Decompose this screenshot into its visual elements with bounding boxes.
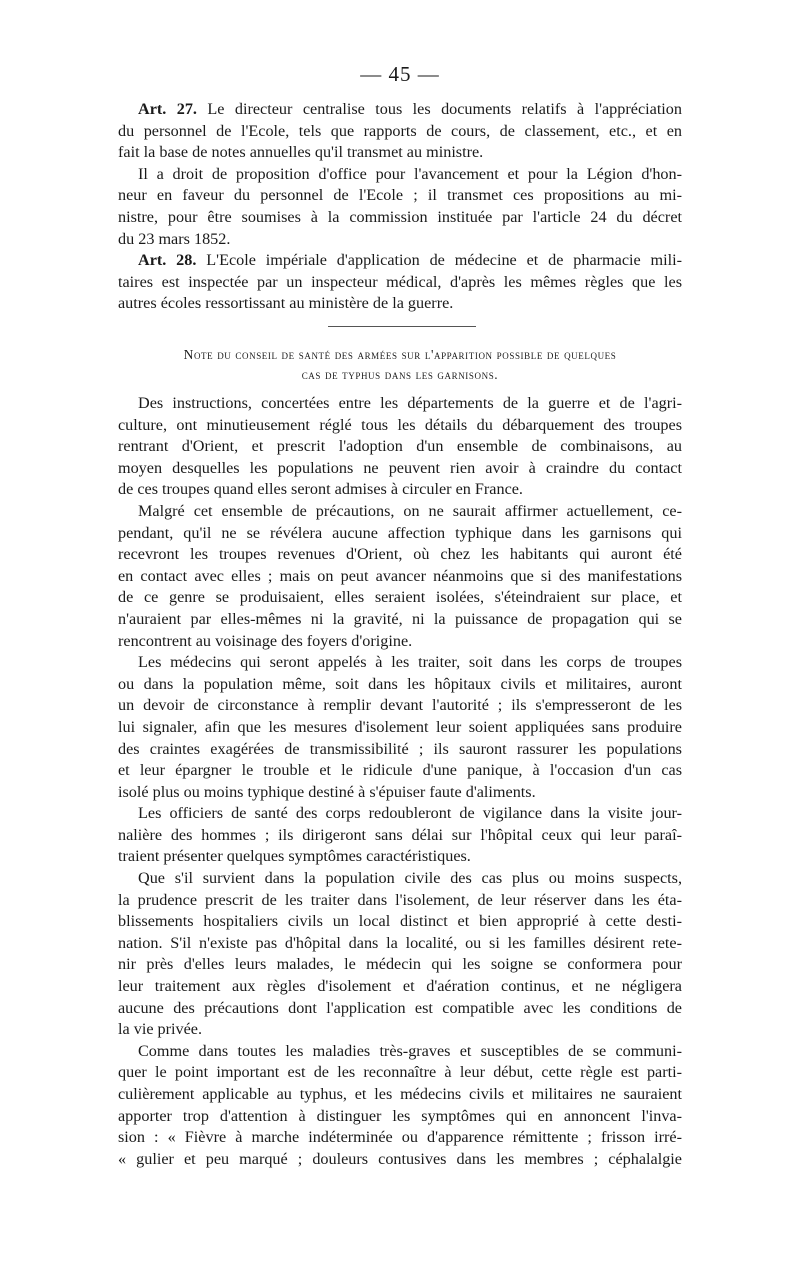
article-label: Art. 28. — [138, 251, 197, 270]
paragraph-line — [118, 652, 682, 674]
line-text: Des instructions, concertées entre les départements de la guerre et de l'agri- — [138, 394, 682, 412]
paragraph-line — [118, 458, 682, 480]
articles-section — [118, 99, 682, 315]
note-title-line: Note du conseil de santé des armées sur l'apparition possible de quelques — [183, 347, 617, 362]
line-text: et leur épargner le trouble et le ridicule d'une panique, à l'occasion d'un cas — [118, 761, 682, 780]
line-text: Malgré cet ensemble de précautions, on ne saurait affirmer actuellement, ce- — [138, 501, 682, 520]
paragraph-line — [118, 933, 682, 955]
article-line — [118, 164, 682, 186]
line-text: la vie privée. — [118, 1020, 203, 1039]
line-text: rencontrent au voisinage des foyers d'origine. — [118, 631, 413, 650]
paragraph-line — [118, 631, 682, 653]
paragraph-line — [118, 501, 682, 523]
line-text: Les médecins qui seront appelés à les traiter, soit dans les corps de troupes — [138, 653, 682, 672]
paragraph-line — [118, 1127, 682, 1149]
line-text: autres écoles ressortissant au ministère de la guerre. — [118, 294, 454, 313]
line-text: neur en faveur du personnel de l'Ecole ; il transmet ces propositions au mi- — [118, 186, 682, 205]
line-text: moyen desquelles les populations ne peuvent rien avoir à craindre du contact — [118, 458, 682, 477]
paragraph-line — [118, 911, 682, 933]
line-text: en contact avec elles ; mais on peut avancer néanmoins que si des manifestations — [118, 566, 682, 585]
line-text: Comme dans toutes les maladies très-graves et susceptibles de se communi- — [138, 1041, 682, 1060]
line-text: de ce genre se produisaient, elles seraient isolées, s'éteindraient sur place, et — [118, 588, 682, 607]
line-text: apporter trop d'attention à distinguer les symptômes qui en annoncent l'inva- — [118, 1106, 682, 1125]
paragraph-line — [118, 566, 682, 588]
line-text: de ces troupes quand elles seront admises à circuler en France. — [118, 480, 523, 499]
paragraph-line — [118, 760, 682, 782]
paragraph-line — [118, 609, 682, 631]
paragraph-line — [118, 825, 682, 847]
line-text: L'Ecole impériale d'application de médecine et de pharmacie mili- — [206, 251, 683, 270]
line-text: sion : « Fièvre à marche indéterminée ou d'apparence rémittente ; frisson irré- — [118, 1128, 682, 1147]
line-text: leur traitement aux règles d'isolement et d'aération continus, et ne négligera — [118, 977, 682, 996]
line-text: rentrant d'Orient, et prescrit l'adoption d'un ensemble de combinaisons, au — [118, 437, 682, 456]
line-text: ou dans la population même, soit dans les hôpitaux civils et militaires, auront — [118, 674, 682, 693]
line-text: lui signaler, afin que les mesures d'isolement leur soient appliquées sans produire — [118, 717, 682, 736]
paragraph-line — [118, 782, 682, 804]
paragraph-line — [118, 544, 682, 566]
paragraph-line — [118, 717, 682, 739]
line-text: culture, ont minutieusement réglé tous les détails du débarquement des troupes — [118, 415, 682, 434]
line-text: du 23 mars 1852. — [118, 229, 231, 248]
paragraph-line — [118, 415, 682, 437]
line-text: blissements hospitaliers civils un local distinct et bien approprié à cette desti- — [118, 912, 682, 931]
line-text: nation. S'il n'existe pas d'hôpital dans la localité, ou si les familles désirent rete- — [118, 933, 682, 952]
article-line — [118, 293, 682, 315]
article-line — [118, 272, 682, 294]
paragraph-line — [118, 868, 682, 890]
paragraph-line — [118, 1084, 682, 1106]
line-text: fait la base de notes annuelles qu'il transmet au ministre. — [118, 143, 484, 162]
line-text: recevront les troupes revenues d'Orient, où chez les habitants qui auront été — [118, 545, 682, 564]
article-line — [118, 207, 682, 229]
line-text: taires est inspectée par un inspecteur médical, d'après les mêmes règles que les — [118, 272, 682, 291]
paragraph-line — [118, 1106, 682, 1128]
paragraph-line — [118, 954, 682, 976]
paragraph-line — [118, 1149, 682, 1171]
paragraph-line — [118, 1062, 682, 1084]
paragraph-line — [118, 479, 682, 501]
line-text: nistre, pour être soumises à la commission instituée par l'article 24 du décret — [118, 207, 682, 226]
section-divider — [328, 326, 476, 327]
line-text: Que s'il survient dans la population civile des cas plus ou moins suspects, — [138, 869, 682, 888]
line-text: la prudence prescrit de les traiter dans l'isolement, de leur réserver dans les éta- — [118, 890, 682, 909]
line-text: isolé plus ou moins typhique destiné à s'épuiser faute d'aliments. — [118, 782, 536, 801]
line-text: culièrement applicable au typhus, et les médecins civils et militaires ne sauraient — [118, 1085, 682, 1103]
article-line — [118, 121, 682, 143]
line-text: quer le point important est de les reconnaître à leur début, cette règle est parti- — [118, 1063, 682, 1082]
line-text: nir près d'elles leurs malades, le médecin qui les soigne se conformera pour — [118, 955, 682, 974]
line-text: un devoir de circonstance à remplir devant l'autorité ; ils s'empresseront de les — [118, 696, 682, 715]
page-number: — 45 — — [360, 62, 440, 86]
line-text: du personnel de l'Ecole, tels que rapports de cours, de classement, etc., et en — [118, 121, 682, 140]
note-title — [118, 345, 682, 385]
paragraph-line — [118, 1019, 682, 1041]
line-text: Les officiers de santé des corps redoubleront de vigilance dans la visite jour- — [138, 804, 682, 823]
paragraph-line — [118, 523, 682, 545]
line-text: Il a droit de proposition d'office pour l'avancement et pour la Légion d'hon- — [138, 164, 682, 183]
paragraph-line — [118, 998, 682, 1020]
article-line — [118, 142, 682, 164]
line-text: n'auraient par elles-mêmes ni la gravité, ni la puissance de propagation qui se — [118, 609, 682, 628]
article-label: Art. 27. — [138, 100, 197, 118]
note-body — [118, 393, 682, 1170]
paragraph-line — [118, 976, 682, 998]
article-line — [118, 185, 682, 207]
paragraph-line — [118, 1041, 682, 1063]
paragraph-line — [118, 890, 682, 912]
line-text: nalière des hommes ; ils dirigeront sans délai sur l'hôpital ceux qui leur paraî- — [118, 825, 682, 844]
paragraph-line — [118, 695, 682, 717]
article-line — [118, 250, 682, 272]
paragraph-line — [118, 803, 682, 825]
paragraph-line — [118, 674, 682, 696]
line-text: pendant, qu'il ne se révélera aucune affection typhique dans les garnisons qui — [118, 523, 682, 542]
paragraph-line — [118, 846, 682, 868]
paragraph-line — [118, 739, 682, 761]
paragraph-line — [118, 587, 682, 609]
note-title-line: cas de typhus dans les garnisons. — [301, 367, 499, 382]
line-text: « gulier et peu marqué ; douleurs contusives dans les membres ; céphalalgie — [118, 1149, 682, 1168]
line-text: Le directeur centralise tous les documents relatifs à l'appréciation — [207, 100, 682, 118]
line-text: traient présenter quelques symptômes caractéristiques. — [118, 847, 471, 866]
paragraph-line — [118, 436, 682, 458]
article-line — [118, 229, 682, 251]
article-line — [118, 99, 682, 121]
paragraph-line — [118, 393, 682, 415]
line-text: aucune des précautions dont l'application est compatible avec les conditions de — [118, 998, 682, 1017]
line-text: des craintes exagérées de transmissibilité ; ils sauront rassurer les populations — [118, 739, 682, 758]
